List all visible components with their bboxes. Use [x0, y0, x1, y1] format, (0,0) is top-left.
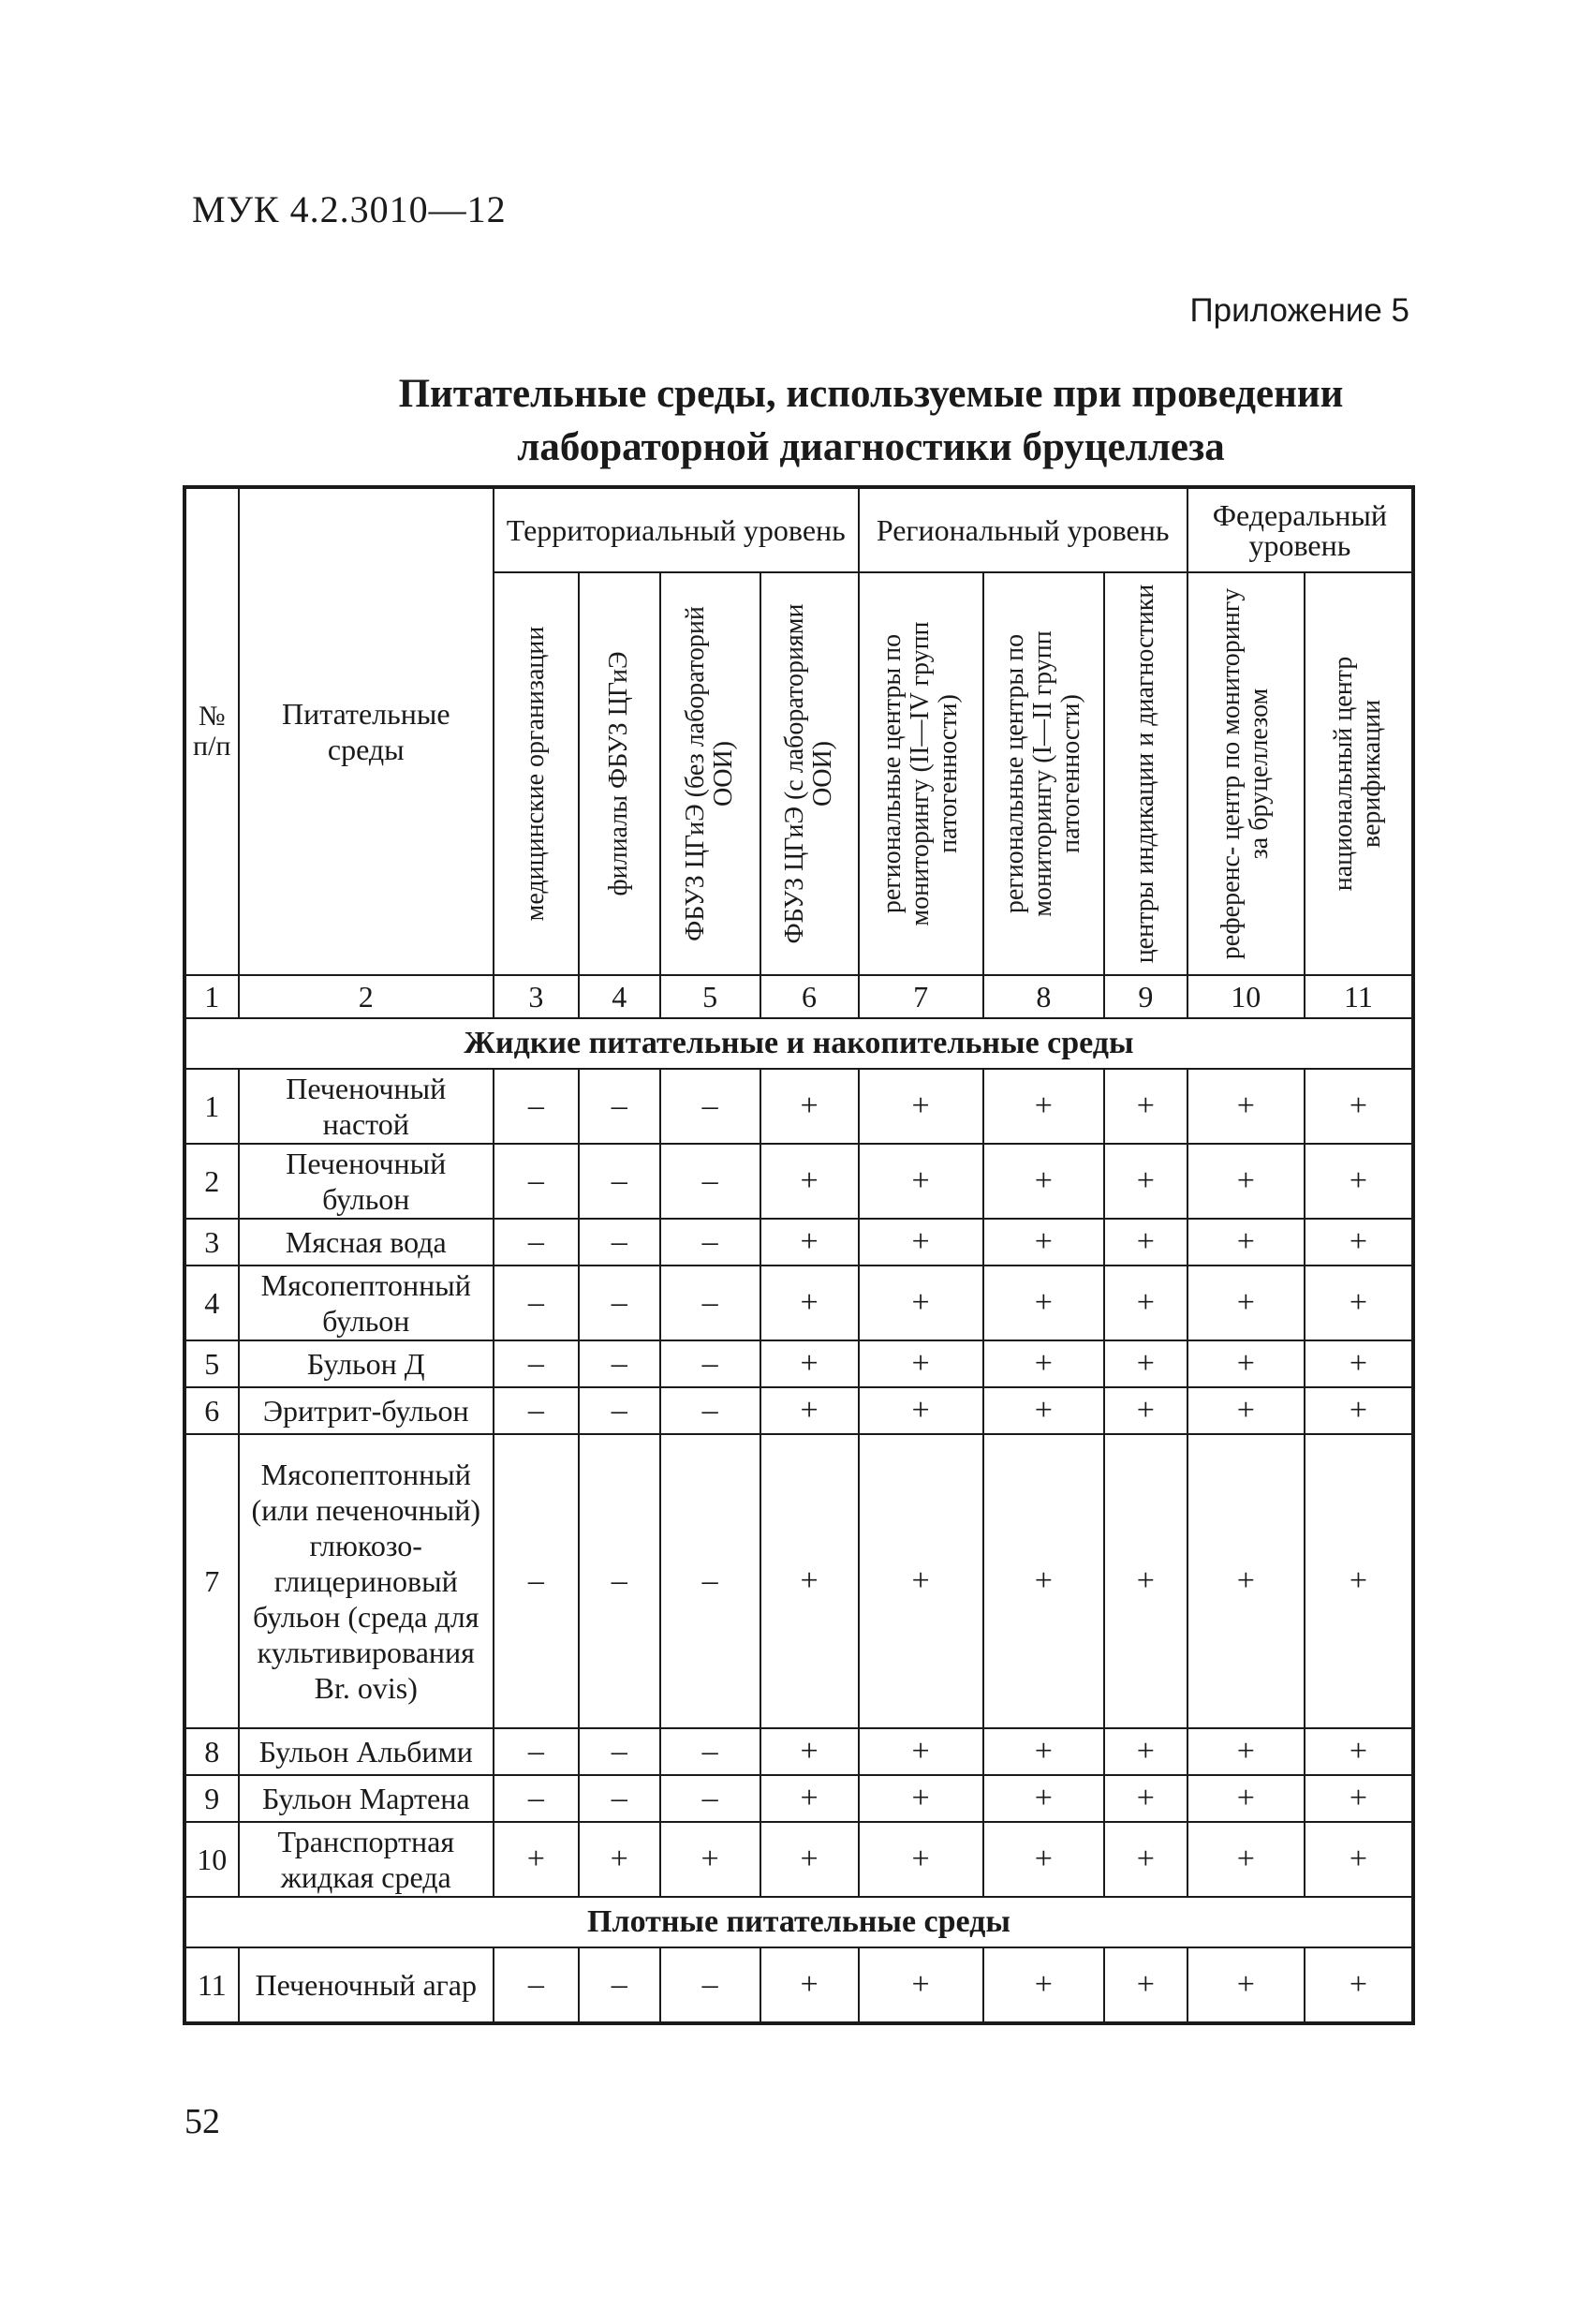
availability-mark: +: [1187, 1822, 1305, 1897]
availability-mark: +: [1104, 1434, 1187, 1728]
availability-mark: –: [660, 1775, 760, 1822]
availability-mark: +: [760, 1434, 859, 1728]
availability-mark: –: [579, 1144, 660, 1219]
column-number: 3: [494, 975, 579, 1018]
availability-mark: –: [494, 1340, 579, 1387]
availability-mark: +: [859, 1219, 983, 1266]
group-federal: Федеральный уровень: [1187, 487, 1413, 572]
availability-mark: –: [660, 1434, 760, 1728]
level-header-national-center: национальный центр верификации: [1329, 656, 1387, 892]
availability-mark: +: [859, 1434, 983, 1728]
availability-mark: –: [660, 1947, 760, 2023]
column-number: 9: [1104, 975, 1187, 1018]
media-name: Транспортная жидкая среда: [239, 1822, 494, 1897]
availability-mark: +: [983, 1069, 1104, 1144]
table-row: [184, 1069, 1413, 1144]
title-line-1: Питательные среды, используемые при проведении: [398, 372, 1344, 416]
media-name: Бульон Д: [239, 1340, 494, 1387]
availability-mark: –: [660, 1728, 760, 1775]
availability-mark: –: [579, 1775, 660, 1822]
availability-mark: –: [579, 1434, 660, 1728]
level-header-cell: [1305, 572, 1413, 975]
availability-mark: +: [1104, 1387, 1187, 1434]
availability-mark: +: [1187, 1266, 1305, 1340]
row-number: 2: [184, 1144, 239, 1219]
table-row: [184, 1340, 1413, 1387]
availability-mark: +: [1104, 1266, 1187, 1340]
availability-mark: +: [760, 1219, 859, 1266]
column-number: 4: [579, 975, 660, 1018]
availability-mark: +: [760, 1069, 859, 1144]
availability-mark: +: [579, 1822, 660, 1897]
availability-mark: +: [1104, 1219, 1187, 1266]
level-header-cell: [494, 572, 579, 975]
availability-mark: +: [1187, 1069, 1305, 1144]
section-row: [184, 1018, 1413, 1069]
availability-mark: +: [1305, 1387, 1413, 1434]
availability-mark: +: [760, 1266, 859, 1340]
media-name: Эритрит-бульон: [239, 1387, 494, 1434]
availability-mark: +: [1305, 1144, 1413, 1219]
level-header-cell: [1187, 572, 1305, 975]
level-header-cell: [983, 572, 1104, 975]
availability-mark: –: [579, 1947, 660, 2023]
availability-mark: +: [859, 1340, 983, 1387]
level-header-cell: [660, 572, 760, 975]
availability-mark: +: [1187, 1775, 1305, 1822]
availability-mark: +: [1305, 1947, 1413, 2023]
table-row: [184, 1728, 1413, 1775]
level-header-cell: [760, 572, 859, 975]
level-header-cell: [1104, 572, 1187, 975]
column-number: 1: [184, 975, 239, 1018]
level-header-branches: филиалы ФБУЗ ЦГиЭ: [604, 651, 634, 896]
column-number: 10: [1187, 975, 1305, 1018]
availability-mark: +: [1305, 1822, 1413, 1897]
column-header-media: Питательные среды: [239, 487, 494, 975]
availability-mark: +: [983, 1266, 1104, 1340]
table-row: [184, 1434, 1413, 1728]
level-header-cell: [859, 572, 983, 975]
availability-mark: +: [859, 1947, 983, 2023]
table-row: [184, 1822, 1413, 1897]
group-territorial: Территориальный уровень: [494, 487, 859, 572]
media-name: Мясопептонный (или печеночный) глюкозо-глицериновый бульон (среда для культивирования Br. ovis): [239, 1434, 494, 1728]
page-number: 52: [184, 2102, 220, 2141]
media-name: Бульон Мартена: [239, 1775, 494, 1822]
media-name: Печеночный бульон: [239, 1144, 494, 1219]
media-table: [183, 485, 1415, 2025]
level-header-regional-2-4: региональные центры по мониторингу (II—IV групп патогенности): [878, 621, 964, 926]
availability-mark: +: [1187, 1947, 1305, 2023]
level-header-center-without-labs: ФБУЗ ЦГиЭ (без лабораторий ООИ): [681, 606, 739, 941]
availability-mark: +: [1187, 1219, 1305, 1266]
availability-mark: +: [1187, 1340, 1305, 1387]
availability-mark: –: [660, 1387, 760, 1434]
column-number: 11: [1305, 975, 1413, 1018]
column-number-row: [184, 975, 1413, 1018]
column-number: 6: [760, 975, 859, 1018]
availability-mark: +: [660, 1822, 760, 1897]
availability-mark: +: [859, 1069, 983, 1144]
availability-mark: +: [1305, 1728, 1413, 1775]
row-number: 6: [184, 1387, 239, 1434]
table-row: [184, 1387, 1413, 1434]
availability-mark: –: [660, 1144, 760, 1219]
availability-mark: +: [1104, 1947, 1187, 2023]
column-number: 7: [859, 975, 983, 1018]
availability-mark: –: [494, 1947, 579, 2023]
availability-mark: –: [660, 1266, 760, 1340]
availability-mark: –: [660, 1069, 760, 1144]
availability-mark: +: [760, 1728, 859, 1775]
availability-mark: +: [760, 1340, 859, 1387]
section-title: Жидкие питательные и накопительные среды: [184, 1018, 1413, 1069]
availability-mark: +: [859, 1387, 983, 1434]
column-number: 2: [239, 975, 494, 1018]
availability-mark: +: [1104, 1144, 1187, 1219]
availability-mark: –: [579, 1266, 660, 1340]
availability-mark: +: [1104, 1728, 1187, 1775]
availability-mark: –: [579, 1340, 660, 1387]
availability-mark: –: [494, 1219, 579, 1266]
row-number: 11: [184, 1947, 239, 2023]
level-header-indication-centers: центры индикации и диагностики: [1130, 584, 1160, 964]
row-number: 8: [184, 1728, 239, 1775]
level-header-center-with-labs: ФБУЗ ЦГиЭ (с лабораториями ООИ): [780, 603, 838, 944]
level-header-cell: [579, 572, 660, 975]
row-number: 4: [184, 1266, 239, 1340]
availability-mark: +: [859, 1822, 983, 1897]
column-number: 8: [983, 975, 1104, 1018]
availability-mark: +: [859, 1266, 983, 1340]
availability-mark: –: [579, 1387, 660, 1434]
table-row: [184, 1144, 1413, 1219]
media-name: Мясная вода: [239, 1219, 494, 1266]
page-title: [178, 367, 1564, 474]
availability-mark: +: [760, 1144, 859, 1219]
level-header-reference-center: референс- центр по мониторингу за бруцеллезом: [1217, 587, 1275, 960]
row-number: 5: [184, 1340, 239, 1387]
availability-mark: +: [760, 1775, 859, 1822]
group-header-row: [184, 487, 1413, 572]
level-header-regional-1-2: региональные центры по мониторингу (I—II групп патогенности): [1000, 630, 1086, 917]
availability-mark: –: [579, 1219, 660, 1266]
availability-mark: –: [494, 1387, 579, 1434]
table-row: [184, 1775, 1413, 1822]
availability-mark: +: [983, 1340, 1104, 1387]
availability-mark: +: [1187, 1728, 1305, 1775]
availability-mark: +: [1305, 1219, 1413, 1266]
availability-mark: –: [579, 1728, 660, 1775]
availability-mark: –: [494, 1434, 579, 1728]
availability-mark: +: [983, 1434, 1104, 1728]
level-header-medical: медицинские организации: [521, 626, 551, 922]
row-number: 3: [184, 1219, 239, 1266]
table-row: [184, 1266, 1413, 1340]
availability-mark: –: [494, 1775, 579, 1822]
availability-mark: –: [579, 1069, 660, 1144]
availability-mark: –: [494, 1069, 579, 1144]
table-row: [184, 1219, 1413, 1266]
availability-mark: –: [494, 1266, 579, 1340]
availability-mark: –: [494, 1728, 579, 1775]
document-id: МУК 4.2.3010—12: [192, 188, 507, 230]
table-body: [184, 1018, 1413, 2023]
availability-mark: +: [1104, 1069, 1187, 1144]
media-name: Бульон Альбими: [239, 1728, 494, 1775]
availability-mark: +: [1305, 1434, 1413, 1728]
group-regional: Региональный уровень: [859, 487, 1187, 572]
row-number: 7: [184, 1434, 239, 1728]
availability-mark: +: [859, 1728, 983, 1775]
availability-mark: +: [1104, 1775, 1187, 1822]
availability-mark: +: [760, 1947, 859, 2023]
media-name: Мясопептонный бульон: [239, 1266, 494, 1340]
availability-mark: +: [983, 1947, 1104, 2023]
availability-mark: +: [494, 1822, 579, 1897]
availability-mark: +: [1187, 1144, 1305, 1219]
availability-mark: +: [983, 1822, 1104, 1897]
availability-mark: +: [983, 1728, 1104, 1775]
availability-mark: +: [1187, 1387, 1305, 1434]
availability-mark: +: [1305, 1069, 1413, 1144]
column-number: 5: [660, 975, 760, 1018]
availability-mark: –: [660, 1340, 760, 1387]
section-title: Плотные питательные среды: [184, 1897, 1413, 1947]
availability-mark: +: [983, 1219, 1104, 1266]
availability-mark: +: [859, 1144, 983, 1219]
availability-mark: +: [1187, 1434, 1305, 1728]
availability-mark: +: [760, 1822, 859, 1897]
availability-mark: –: [494, 1144, 579, 1219]
availability-mark: +: [1104, 1822, 1187, 1897]
availability-mark: –: [660, 1219, 760, 1266]
availability-mark: +: [1305, 1340, 1413, 1387]
row-number: 9: [184, 1775, 239, 1822]
row-number: 10: [184, 1822, 239, 1897]
availability-mark: +: [760, 1387, 859, 1434]
availability-mark: +: [859, 1775, 983, 1822]
section-row: [184, 1897, 1413, 1947]
availability-mark: +: [983, 1387, 1104, 1434]
media-name: Печеночный настой: [239, 1069, 494, 1144]
row-number: 1: [184, 1069, 239, 1144]
availability-mark: +: [983, 1775, 1104, 1822]
availability-mark: +: [1104, 1340, 1187, 1387]
column-header-number: № п/п: [184, 487, 239, 975]
media-name: Печеночный агар: [239, 1947, 494, 2023]
availability-mark: +: [1305, 1266, 1413, 1340]
appendix-label: Приложение 5: [1189, 292, 1409, 329]
table-row: [184, 1947, 1413, 2023]
availability-mark: +: [983, 1144, 1104, 1219]
title-line-2: лабораторной диагностики бруцеллеза: [517, 425, 1225, 469]
availability-mark: +: [1305, 1775, 1413, 1822]
